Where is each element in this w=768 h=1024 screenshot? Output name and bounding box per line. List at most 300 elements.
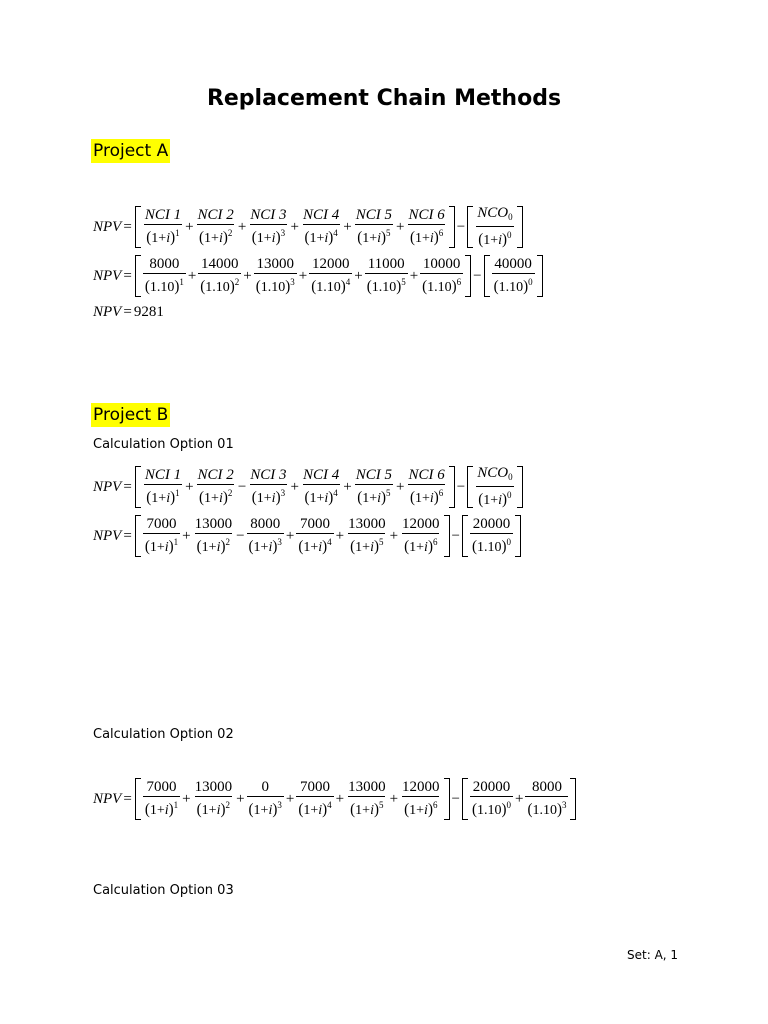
open-paren: ( (251, 229, 257, 247)
numerator-text: NCO (477, 205, 509, 221)
page-title: Replacement Chain Methods (206, 86, 562, 111)
denominator-exponent: 5 (378, 537, 384, 547)
denominator-base: 1+i (414, 231, 434, 246)
numerator-text: 7000 (146, 779, 177, 795)
denominator-exponent: 6 (438, 488, 444, 498)
denominator (402, 533, 439, 556)
denominator (250, 484, 287, 507)
numerator-text: 7000 (299, 779, 330, 795)
numerator (193, 779, 235, 796)
denominator-base: 1+i (149, 803, 169, 818)
denominator (348, 533, 385, 556)
fraction (492, 256, 535, 296)
close-paren: ) (220, 801, 226, 819)
open-paren: ( (404, 538, 410, 556)
operator: + (290, 478, 300, 495)
denominator-exponent: 3 (280, 228, 286, 238)
project-a-substituted (93, 255, 544, 297)
open-paren: ( (478, 231, 484, 249)
denominator (143, 273, 186, 296)
operator: + (236, 790, 245, 807)
close-paren: ) (328, 489, 334, 507)
fraction (193, 516, 235, 556)
denominator (303, 224, 340, 247)
denominator-exponent: 1 (179, 277, 184, 287)
denominator (355, 224, 392, 247)
fraction (400, 779, 442, 819)
open-paren: ( (304, 229, 310, 247)
numerator-text: 11000 (367, 256, 405, 272)
numerator (193, 516, 235, 533)
operator: + (185, 218, 194, 235)
open-paren: ( (472, 801, 478, 819)
operator: + (290, 218, 300, 235)
fraction (406, 207, 446, 247)
page-footer: Set: A, 1 (627, 948, 679, 962)
denominator-exponent: 0 (506, 800, 512, 810)
denominator-exponent: 1 (173, 537, 179, 547)
open-paren: ( (357, 489, 363, 507)
close-paren: ) (275, 489, 281, 507)
denominator-base: 1+i (362, 231, 382, 246)
close-paren: ) (220, 538, 226, 556)
open-paren: ( (422, 278, 428, 296)
numerator (406, 467, 446, 484)
fraction (309, 256, 352, 296)
denominator-exponent: 1 (173, 800, 179, 810)
denominator-base: 1+i (151, 491, 171, 506)
left-bracket (135, 515, 141, 557)
numerator (248, 516, 282, 533)
operator: + (389, 527, 399, 544)
fraction (143, 779, 180, 819)
denominator-base: 1+i (483, 233, 503, 248)
denominator-exponent: 0 (507, 230, 512, 240)
project-a-heading: Project A (93, 141, 169, 161)
numerator-text: NCI 3 (250, 467, 287, 483)
open-paren: ( (404, 801, 410, 819)
numerator-text: 10000 (422, 256, 461, 272)
numerator (255, 256, 297, 273)
close-paren: ) (373, 538, 379, 556)
option-01-formula (93, 465, 524, 509)
open-paren: ( (144, 278, 150, 296)
right-bracket (515, 515, 521, 557)
denominator-exponent: 1 (175, 488, 180, 498)
open-paren: ( (298, 801, 304, 819)
equals-sign: = (123, 218, 132, 235)
denominator-base: 1.10 (498, 280, 524, 295)
option-01-label: Calculation Option 01 (93, 437, 234, 452)
fraction (301, 207, 341, 247)
fraction (470, 779, 513, 819)
numerator (144, 779, 178, 796)
operator: − (236, 527, 245, 544)
denominator (470, 796, 513, 819)
close-paren: ) (174, 278, 180, 296)
left-bracket (467, 466, 473, 508)
denominator-base: 1+i (253, 540, 273, 555)
numerator (475, 465, 514, 486)
denominator-base: 1.10 (427, 280, 452, 295)
operator: + (285, 527, 295, 544)
fraction (475, 465, 514, 509)
denominator-exponent: 4 (345, 277, 351, 287)
equals-sign: = (123, 267, 132, 284)
project-a-result (93, 304, 164, 321)
operator: + (515, 790, 524, 807)
denominator-exponent: 3 (280, 488, 286, 498)
close-paren: ) (381, 229, 387, 247)
open-paren: ( (199, 229, 205, 247)
numerator (143, 467, 183, 484)
denominator-base: 1.10 (316, 280, 341, 295)
project-b-heading: Project B (93, 405, 169, 425)
denominator-base: 1.10 (532, 803, 557, 818)
denominator-exponent: 2 (234, 277, 240, 287)
close-paren: ) (381, 489, 387, 507)
denominator-base: 1+i (201, 803, 221, 818)
numerator-text: 0 (261, 779, 269, 795)
left-bracket (462, 778, 468, 820)
right-bracket (517, 466, 523, 508)
close-paren: ) (275, 229, 281, 247)
numerator (475, 205, 514, 226)
numerator-text: 8000 (149, 256, 180, 272)
numerator (259, 779, 271, 796)
open-paren: ( (196, 801, 202, 819)
numerator-text: NCI 4 (303, 467, 340, 483)
fraction (193, 779, 235, 819)
denominator-base: 1+i (483, 493, 503, 508)
denominator (355, 484, 392, 507)
numerator-text: NCI 1 (144, 207, 182, 223)
open-paren: ( (304, 489, 310, 507)
open-paren: ( (255, 278, 261, 296)
operator: + (243, 267, 252, 284)
fraction (143, 207, 183, 247)
denominator-exponent: 3 (561, 800, 567, 810)
close-paren: ) (501, 538, 507, 556)
right-bracket (517, 206, 523, 248)
open-paren: ( (357, 229, 363, 247)
open-paren: ( (251, 489, 257, 507)
numerator-text: 12000 (402, 779, 440, 795)
denominator-exponent: 4 (333, 228, 338, 238)
fraction (248, 207, 288, 247)
operator: + (335, 790, 345, 807)
numerator-text: NCI 5 (355, 207, 393, 223)
denominator-exponent: 3 (277, 537, 282, 547)
denominator-base: 1.10 (371, 280, 397, 295)
npv-symbol: NPV (93, 218, 122, 235)
denominator (525, 796, 568, 819)
fraction (296, 779, 333, 819)
minus-operator: − (473, 267, 482, 284)
numerator (346, 516, 388, 533)
close-paren: ) (272, 801, 278, 819)
numerator (248, 467, 288, 484)
fraction (400, 516, 442, 556)
numerator-text: 20000 (472, 779, 511, 795)
operator: + (182, 527, 191, 544)
fraction (346, 516, 388, 556)
denominator-base: 1+i (149, 540, 169, 555)
right-bracket (444, 515, 450, 557)
denominator-base: 1+i (409, 540, 428, 555)
operator: + (187, 267, 197, 284)
numerator (471, 779, 513, 796)
right-bracket (444, 778, 450, 820)
denominator (197, 224, 234, 247)
operator: + (185, 478, 194, 495)
numerator (406, 207, 446, 224)
fraction (525, 779, 568, 819)
denominator-base: 1+i (362, 491, 382, 506)
minus-operator: − (451, 790, 461, 807)
operator: + (237, 218, 247, 235)
denominator-exponent: 4 (333, 488, 338, 498)
operator: + (396, 218, 405, 235)
denominator-base: 1+i (201, 540, 221, 555)
fraction (196, 467, 236, 507)
equals-sign: = (123, 304, 132, 320)
close-paren: ) (396, 278, 402, 296)
numerator (421, 256, 463, 273)
npv-symbol: NPV (93, 527, 122, 544)
operator: + (409, 267, 419, 284)
numerator-text: NCI 5 (355, 467, 393, 483)
denominator-base: 1+i (309, 491, 329, 506)
operator: + (182, 790, 191, 807)
denominator (144, 224, 181, 247)
denominator (250, 224, 287, 247)
denominator (303, 484, 340, 507)
open-paren: ( (298, 538, 304, 556)
open-paren: ( (527, 801, 533, 819)
fraction (248, 467, 288, 507)
denominator-base: 1+i (355, 540, 374, 555)
denominator (470, 533, 513, 556)
close-paren: ) (222, 229, 228, 247)
operator: − (237, 478, 247, 495)
denominator-base: 1+i (253, 803, 273, 818)
left-bracket (135, 778, 141, 820)
denominator-base: 1.10 (477, 803, 502, 818)
close-paren: ) (168, 801, 174, 819)
open-paren: ( (366, 278, 372, 296)
denominator-base: 1+i (303, 803, 323, 818)
operator: + (343, 478, 352, 495)
denominator-exponent: 0 (507, 490, 512, 500)
fraction (198, 256, 241, 296)
denominator-exponent: 2 (225, 800, 230, 810)
open-paren: ( (199, 489, 205, 507)
right-bracket (449, 206, 455, 248)
denominator-base: 1.10 (260, 280, 286, 295)
minus-operator: − (456, 218, 466, 235)
denominator (144, 484, 181, 507)
fraction (143, 516, 180, 556)
numerator (144, 516, 178, 533)
result-lhs: NPV (93, 304, 122, 320)
numerator (301, 467, 341, 484)
right-bracket (465, 255, 471, 297)
close-paren: ) (170, 229, 176, 247)
left-bracket (484, 255, 490, 297)
close-paren: ) (340, 278, 346, 296)
numerator-text: NCI 3 (250, 207, 287, 223)
open-paren: ( (409, 229, 415, 247)
open-paren: ( (144, 538, 150, 556)
close-paren: ) (433, 489, 439, 507)
denominator-base: 1+i (409, 803, 428, 818)
option-02-label: Calculation Option 02 (93, 727, 234, 742)
npv-symbol: NPV (93, 790, 122, 807)
denominator-base: 1+i (256, 231, 276, 246)
fraction (196, 207, 236, 247)
numerator-text: 14000 (201, 256, 239, 272)
denominator-exponent: 6 (438, 228, 444, 238)
open-paren: ( (350, 801, 356, 819)
numerator-text: 12000 (311, 256, 350, 272)
close-paren: ) (285, 278, 291, 296)
fraction (143, 256, 186, 296)
project-a-formula (93, 205, 524, 249)
numerator (298, 779, 332, 796)
denominator (408, 224, 445, 247)
denominator-exponent: 6 (432, 537, 438, 547)
denominator-base: 1+i (204, 491, 223, 506)
open-paren: ( (196, 538, 202, 556)
open-paren: ( (311, 278, 317, 296)
numerator (196, 207, 236, 224)
close-paren: ) (229, 278, 235, 296)
close-paren: ) (502, 491, 508, 509)
open-paren: ( (146, 489, 152, 507)
open-paren: ( (200, 278, 206, 296)
denominator (420, 273, 463, 296)
denominator-base: 1+i (309, 231, 329, 246)
operator: + (335, 527, 345, 544)
minus-operator: − (451, 527, 461, 544)
numerator-text: 13000 (256, 256, 294, 272)
denominator-base: 1.10 (477, 540, 502, 555)
denominator-exponent: 6 (456, 277, 462, 287)
fraction (247, 779, 284, 819)
left-bracket (462, 515, 468, 557)
close-paren: ) (168, 538, 174, 556)
numerator-text: 40000 (494, 256, 532, 272)
numerator-text: NCI 2 (197, 207, 234, 223)
denominator (195, 796, 232, 819)
denominator (254, 273, 297, 296)
open-paren: ( (493, 278, 499, 296)
numerator (492, 256, 534, 273)
denominator-base: 1+i (414, 491, 434, 506)
equals-sign: = (123, 527, 132, 544)
denominator (198, 273, 241, 296)
open-paren: ( (248, 801, 254, 819)
denominator-exponent: 2 (225, 537, 230, 547)
fraction (365, 256, 408, 296)
numerator-text: NCI 6 (408, 467, 445, 483)
denominator (247, 796, 284, 819)
denominator-base: 1+i (256, 491, 276, 506)
close-paren: ) (502, 231, 508, 249)
denominator-exponent: 5 (378, 800, 384, 810)
denominator-exponent: 5 (386, 488, 391, 498)
close-paren: ) (556, 801, 562, 819)
denominator (348, 796, 385, 819)
operator: + (285, 790, 295, 807)
denominator-exponent: 3 (277, 800, 282, 810)
numerator (366, 256, 407, 273)
option-02-formula (93, 778, 577, 820)
option-01-substituted (93, 515, 522, 557)
denominator (247, 533, 284, 556)
fraction (143, 467, 183, 507)
close-paren: ) (433, 229, 439, 247)
numerator (298, 516, 332, 533)
minus-operator: − (456, 478, 466, 495)
numerator-text: NCI 2 (197, 467, 234, 483)
denominator (492, 273, 535, 296)
numerator (310, 256, 352, 273)
denominator (195, 533, 232, 556)
right-bracket (449, 466, 455, 508)
numerator-subscript: 0 (508, 472, 513, 482)
fraction (475, 205, 514, 249)
open-paren: ( (248, 538, 254, 556)
close-paren: ) (451, 278, 457, 296)
numerator-text: 7000 (146, 516, 177, 532)
denominator (476, 486, 513, 509)
close-paren: ) (501, 801, 507, 819)
left-bracket (135, 255, 141, 297)
numerator-text: NCI 1 (144, 467, 182, 483)
numerator-text: NCO (477, 465, 509, 481)
denominator (309, 273, 352, 296)
denominator (402, 796, 439, 819)
numerator (147, 256, 181, 273)
numerator (346, 779, 388, 796)
close-paren: ) (272, 538, 278, 556)
fraction (406, 467, 446, 507)
close-paren: ) (427, 801, 433, 819)
numerator (143, 207, 183, 224)
open-paren: ( (144, 801, 150, 819)
numerator-text: 20000 (472, 516, 511, 532)
denominator-base: 1.10 (205, 280, 230, 295)
open-paren: ( (472, 538, 478, 556)
denominator (143, 796, 180, 819)
open-paren: ( (146, 229, 152, 247)
close-paren: ) (373, 801, 379, 819)
open-paren: ( (350, 538, 356, 556)
numerator (301, 207, 341, 224)
denominator-exponent: 1 (175, 228, 180, 238)
left-bracket (135, 466, 141, 508)
denominator-exponent: 3 (290, 277, 295, 287)
right-bracket (570, 778, 576, 820)
denominator-exponent: 5 (386, 228, 391, 238)
numerator-text: 13000 (194, 516, 233, 532)
operator: + (396, 478, 405, 495)
fraction (254, 256, 297, 296)
denominator-exponent: 6 (432, 800, 438, 810)
denominator-base: 1+i (204, 231, 223, 246)
